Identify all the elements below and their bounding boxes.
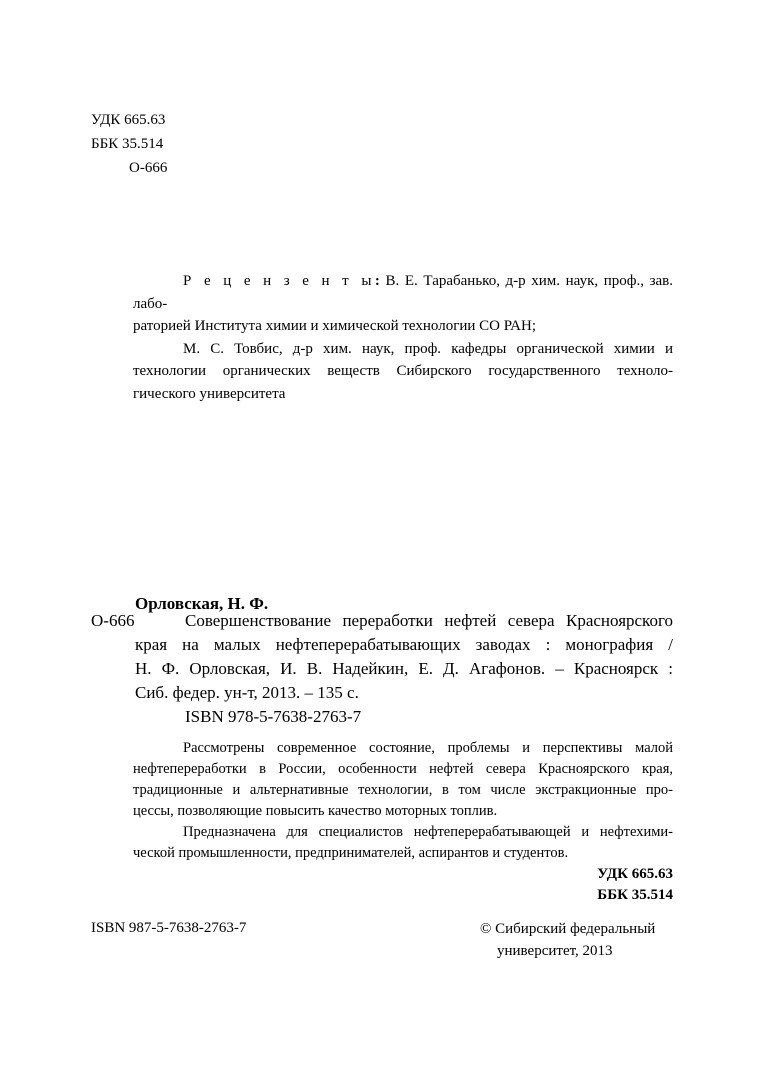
author-heading: Орловская, Н. Ф. bbox=[135, 594, 269, 613]
copyright-line-2: университет, 2013 bbox=[497, 943, 613, 959]
reviewers-label: Р е ц е н з е н т ы bbox=[183, 273, 375, 289]
catalog-isbn: ISBN 978-5-7638-2763-7 bbox=[185, 707, 362, 726]
reviewers-block bbox=[133, 270, 673, 405]
author-mark: О-666 bbox=[129, 160, 168, 176]
abstract-p1-line-2: нефтепереработки в России, особенности нефтей севера Красноярского края, bbox=[133, 761, 673, 777]
abstract-p1-line-1: Рассмотрены современное состояние, проблемы и перспективы малой bbox=[183, 740, 673, 756]
abstract-p1-line-4: цессы, позволяющие повысить качество моторных топлив. bbox=[133, 803, 498, 819]
reviewers-colon: : bbox=[374, 273, 380, 289]
bibliographic-description bbox=[135, 609, 673, 729]
bbk-code: ББК 35.514 bbox=[91, 136, 164, 152]
udk-code: УДК 665.63 bbox=[91, 112, 166, 128]
abstract bbox=[133, 738, 673, 864]
description-line-4: Сиб. федер. ун-т, 2013. – 135 с. bbox=[135, 683, 359, 702]
footer-bbk: ББК 35.514 bbox=[597, 887, 673, 903]
footer-codes bbox=[592, 864, 673, 906]
reviewer-2-line-1: М. С. Товбис, д-р хим. наук, проф. кафедры органической химии и bbox=[183, 340, 673, 357]
description-line-3: Н. Ф. Орловская, И. В. Надейкин, Е. Д. Агафонов. – Красноярск : bbox=[135, 659, 673, 678]
description-line-2: края на малых нефтеперерабатывающих заводах : монография / bbox=[135, 635, 673, 654]
reviewer-1-text: В. Е. Тарабанько, д-р хим. наук, проф., зав. лабо- bbox=[133, 273, 673, 312]
footer-udk: УДК 665.63 bbox=[597, 866, 673, 882]
abstract-p1-line-3: традиционные и альтернативные технологии, в том числе экстракционные про- bbox=[133, 782, 673, 798]
reviewer-1-line-1 bbox=[133, 270, 673, 315]
reviewer-1-line-2: раторией Института химии и химической технологии СО РАН; bbox=[133, 318, 537, 334]
abstract-p2-line-2: ческой промышленности, предпринимателей, аспирантов и студентов. bbox=[133, 845, 569, 861]
footer-isbn: ISBN 987-5-7638-2763-7 bbox=[91, 920, 247, 936]
reviewer-2-line-2: технологии органических веществ Сибирского государственного техноло- bbox=[133, 363, 673, 379]
abstract-p2-line-1: Предназначена для специалистов нефтеперерабатывающей и нефтехими- bbox=[183, 824, 673, 840]
classification-codes bbox=[91, 108, 167, 180]
description-line-1: Совершенствование переработки нефтей севера Красноярского bbox=[185, 611, 673, 630]
copyright-notice bbox=[480, 918, 655, 962]
catalog-code: О-666 bbox=[91, 611, 135, 630]
copyright-line-1: © Сибирский федеральный bbox=[480, 921, 656, 937]
reviewer-2-line-3: гического университета bbox=[133, 385, 286, 402]
